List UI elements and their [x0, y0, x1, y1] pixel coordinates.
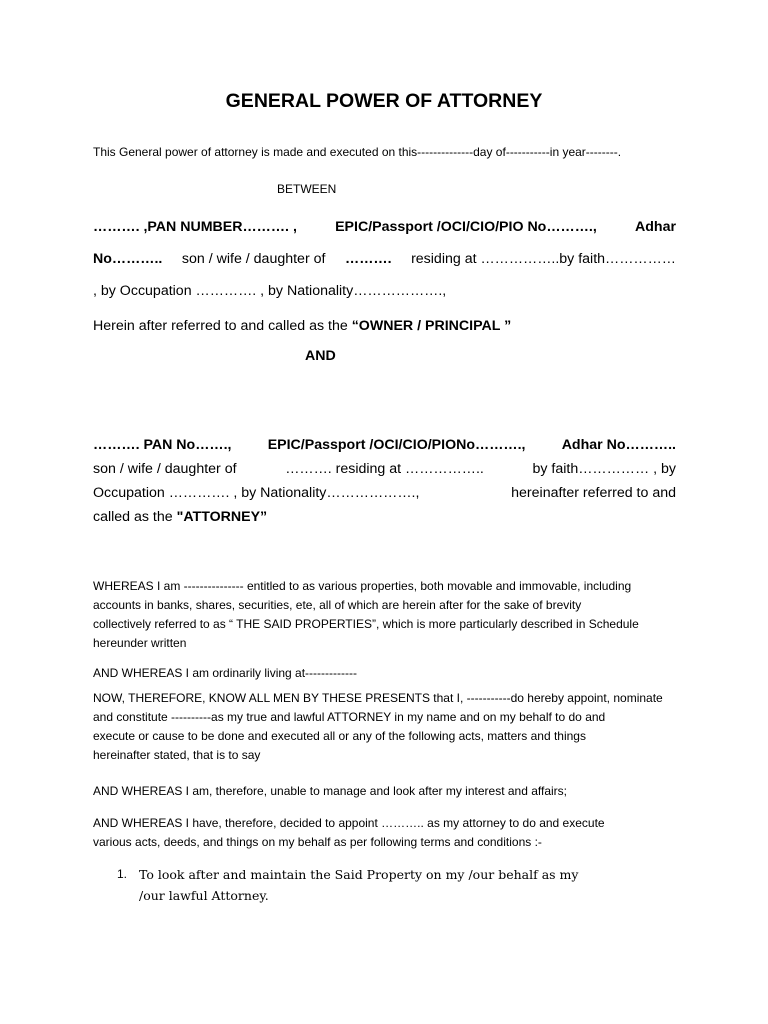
owner-line-2 — [93, 251, 676, 267]
owner-pan: ………. ,PAN NUMBER………. , — [93, 219, 297, 235]
list-number: 1. — [117, 867, 128, 881]
whereas-properties — [93, 577, 678, 653]
attorney-occupation: Occupation …………. , by Nationality………………., — [93, 485, 420, 501]
whereas-appoint — [93, 814, 678, 852]
owner-line-3: , by Occupation …………. , by Nationality………………., — [93, 283, 447, 299]
attorney-line-2 — [93, 461, 676, 477]
whereas-line: AND WHEREAS I am, therefore, unable to manage and look after my interest and affairs; — [93, 784, 568, 798]
list-item-line: /our lawful Attorney. — [139, 888, 269, 903]
whereas-line: AND WHEREAS I have, therefore, decided to appoint ……….. as my attorney to do and execute — [93, 816, 605, 830]
whereas-line: various acts, deeds, and things on my behalf as per following terms and conditions :- — [93, 835, 542, 849]
clause-line: NOW, THEREFORE, KNOW ALL MEN BY THESE PRESENTS that I, -----------do hereby appoint, nominate — [93, 691, 663, 705]
owner-epic: EPIC/Passport /OCI/CIO/PIO No………., — [335, 219, 597, 235]
attorney-label: "ATTORNEY” — [176, 509, 268, 525]
attorney-line-4 — [93, 509, 267, 525]
clause-line: hereinafter stated, that is to say — [93, 748, 261, 762]
attorney-relation: son / wife / daughter of — [93, 461, 237, 477]
document-title: GENERAL POWER OF ATTORNEY — [225, 90, 543, 112]
attorney-adhar: Adhar No……….. — [561, 437, 676, 453]
attorney-line-3 — [93, 485, 676, 501]
owner-line-1 — [93, 219, 676, 235]
attorney-residing: ………. residing at …………….. — [285, 461, 484, 477]
whereas-line: hereunder written — [93, 636, 187, 650]
owner-adhar-label: Adhar — [635, 219, 676, 235]
owner-herein-text: Herein after referred to and called as the — [93, 318, 352, 334]
attorney-called-as: called as the — [93, 509, 177, 525]
whereas-unable — [93, 782, 678, 801]
attorney-line-1 — [93, 437, 676, 453]
attorney-faith: by faith…………… , by — [532, 461, 676, 477]
owner-relation-blank: ………. — [345, 251, 392, 267]
whereas-line: collectively referred to as “ THE SAID PROPERTIES”, which is more particularly described in Schedule — [93, 617, 639, 631]
owner-principal-label: “OWNER / PRINCIPAL ” — [351, 318, 512, 334]
list-item-text — [139, 864, 578, 906]
owner-adhar-no: No……….. — [93, 251, 163, 267]
intro-text: This General power of attorney is made and executed on this--------------day of-----------in year--------. — [93, 145, 622, 159]
between-label: BETWEEN — [277, 182, 337, 196]
clause-line: execute or cause to be done and executed all or any of the following acts, matters and things — [93, 729, 586, 743]
list-item-line: To look after and maintain the Said Property on my /our behalf as my — [139, 867, 579, 882]
whereas-line: WHEREAS I am --------------- entitled to as various properties, both movable and immovable, including — [93, 579, 632, 593]
now-therefore-clause — [93, 689, 678, 765]
clause-line: and constitute ----------as my true and lawful ATTORNEY in my name and on my behalf to do and — [93, 710, 606, 724]
whereas-line: accounts in banks, shares, securities, ete, all of which are herein after for the sake of brevity — [93, 598, 582, 612]
attorney-epic: EPIC/Passport /OCI/CIO/PIONo………., — [267, 437, 526, 453]
and-label: AND — [305, 348, 336, 364]
attorney-pan: ………. PAN No……., — [93, 437, 232, 453]
whereas-living — [93, 664, 678, 683]
owner-relation: son / wife / daughter of — [181, 251, 326, 267]
owner-residing: residing at ……………..by faith…………… — [411, 251, 676, 267]
owner-herein — [93, 318, 511, 334]
attorney-hereinafter: hereinafter referred to and — [511, 485, 676, 501]
whereas-line: AND WHEREAS I am ordinarily living at------------- — [93, 666, 358, 680]
